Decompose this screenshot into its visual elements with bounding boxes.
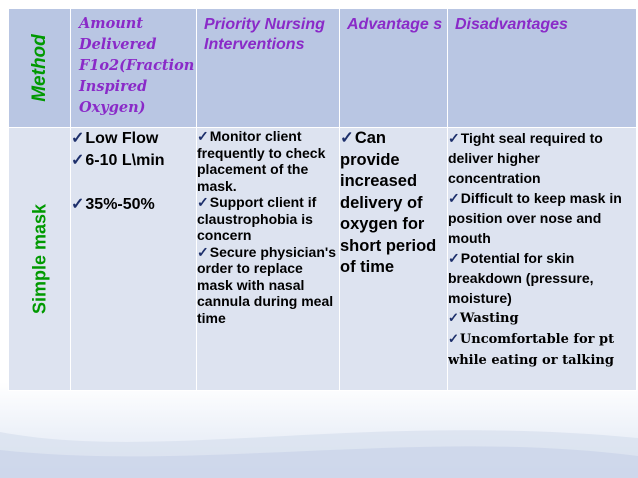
disadvantage-text: Wasting: [459, 311, 519, 326]
check-icon: ✓: [197, 194, 209, 210]
list-item: [197, 128, 339, 194]
priority-text: Support client if claustrophobia is concern: [197, 194, 317, 243]
advantage-text: Can provide increased delivery of oxygen for short period of time: [340, 129, 437, 276]
check-icon: ✓: [71, 130, 85, 147]
check-icon: ✓: [340, 129, 354, 147]
check-icon: ✓: [448, 190, 460, 206]
amount-text: 35%-50%: [85, 196, 155, 213]
list-item: [448, 308, 636, 329]
disadvantage-text: Difficult to keep mask in position over nose and mouth: [448, 190, 622, 246]
header-advantages-cell: [340, 9, 448, 128]
method-value: Simple mask: [29, 203, 49, 315]
list-item: [448, 248, 636, 308]
disadvantages-cell: [448, 128, 637, 391]
priority-cell: [197, 128, 340, 391]
check-icon: ✓: [448, 250, 460, 266]
header-method: Method: [28, 34, 50, 102]
oxygen-delivery-table: [8, 8, 637, 391]
disadvantage-text: Tight seal required to deliver higher concentration: [448, 130, 603, 186]
header-disadvantages-cell: [448, 9, 637, 128]
slide-background-swoosh: [0, 392, 638, 478]
list-item: [340, 128, 447, 279]
amount-text: Low Flow: [85, 130, 159, 147]
list-item: [448, 128, 636, 188]
check-icon: ✓: [197, 243, 209, 260]
amount-text: 6-10 L\min: [85, 152, 165, 169]
advantages-list: [340, 128, 447, 279]
list-item: [71, 194, 196, 216]
disadvantage-text: Uncomfortable for pt while eating or talking: [448, 332, 615, 368]
header-advantages: Advantage s: [347, 16, 443, 33]
check-icon: ✓: [197, 128, 209, 144]
list-item: [71, 128, 196, 150]
list-item: [448, 188, 636, 248]
priority-text: Secure physician's order to replace mask with nasal cannula during meal time: [197, 243, 337, 326]
list-item: [71, 150, 196, 172]
check-icon: ✓: [448, 130, 460, 146]
header-priority-cell: [197, 9, 340, 128]
disadvantages-list: [448, 128, 636, 371]
amount-list: [71, 128, 196, 216]
header-priority: Priority Nursing Interventions: [204, 16, 325, 53]
check-icon: ✓: [448, 311, 459, 326]
advantages-cell: [340, 128, 448, 391]
table-header-row: [9, 9, 637, 128]
amount-cell: [71, 128, 197, 391]
table-row: [9, 128, 637, 391]
method-cell: [9, 128, 71, 391]
header-method-cell: [9, 9, 71, 128]
header-disadvantages: Disadvantages: [455, 16, 568, 33]
check-icon: ✓: [448, 332, 459, 347]
check-icon: ✓: [71, 196, 85, 213]
list-item: [448, 329, 636, 371]
header-amount-cell: [71, 9, 197, 128]
header-amount: Amount Delivered F1o2(Fraction Inspired Oxygen): [79, 15, 195, 116]
priority-text: Monitor client frequently to check placement of the mask.: [197, 128, 326, 194]
disadvantage-text: Potential for skin breakdown (pressure, moisture): [448, 250, 594, 306]
priority-list: [197, 128, 339, 326]
check-icon: ✓: [71, 152, 85, 169]
list-item: [197, 194, 339, 244]
list-item: [197, 244, 339, 327]
